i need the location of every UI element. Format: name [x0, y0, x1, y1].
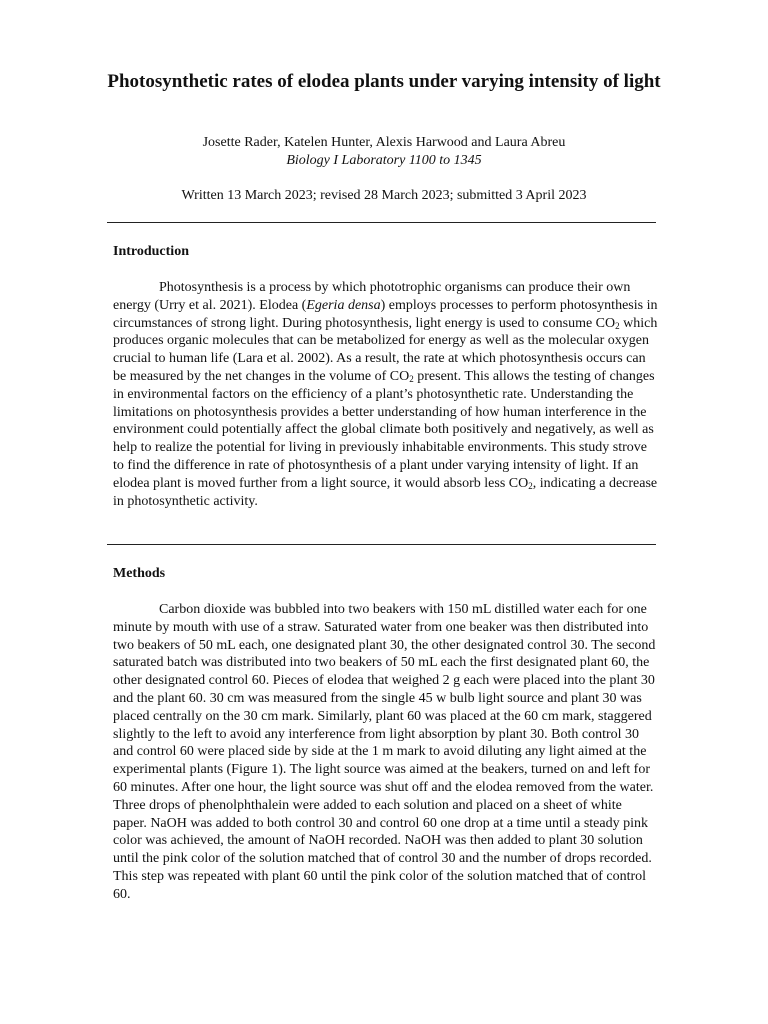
species-name: Egeria densa — [306, 297, 381, 313]
methods-paragraph — [113, 601, 658, 904]
intro-text-4: present. This allows the testing of changes in environmental factors on the efficiency of a plant’s photosynthetic rate. Understanding the limitations on photosynthesis provides a better understanding of how human interference in the environment could potentially affect the global climate both positively and negatively, as well as help to realize the potential for living in previously inhabitable environments. This study strove to find the difference in rate of photosynthesis of a plant under varying intensity of light. If an elodea plant is moved further from a light source, it would absorb less CO — [113, 368, 655, 491]
submission-dates: Written 13 March 2023; revised 28 March 2023; submitted 3 April 2023 — [181, 188, 587, 203]
intro-text-5: , indicating a decrease in photosynthetic activity. — [113, 475, 658, 509]
author-list: Josette Rader, Katelen Hunter, Alexis Harwood and Laura Abreu — [202, 135, 566, 150]
affiliation: Biology I Laboratory 1100 to 1345 — [286, 153, 482, 168]
methods-text: Carbon dioxide was bubbled into two beakers with 150 mL distilled water each for one minute by mouth with use of a straw. Saturated water from one beaker was then distributed into two beakers of 50 mL each, one designated plant 30, the other designated control 30. The second saturated batch was distributed into two beakers of 50 mL each the first designated plant 60, the other designated control 60. Pieces of elodea that weighed 2 g each were placed into the plant 30 and the plant 60. 30 cm was measured from the single 45 w bulb light source and plant 30 was placed centrally on the 30 cm mark. Similarly, plant 60 was placed at the 60 cm mark, staggered slightly to the left to avoid any interference from light absorption by plant 30. Both control 30 and control 60 were placed side by side at the 1 m mark to avoid diluting any light aimed at the experimental plants (Figure 1). The light source was aimed at the beakers, turned on and left for 60 minutes. After one hour, the light source was shut off and the elodea removed from the water. Three drops of phenolphthalein were added to each solution and placed on a sheet of white paper. NaOH was added to both control 30 and control 60 one drop at a time until a steady pink color was achieved, the amount of NaOH recorded. NaOH was then added to plant 30 solution until the pink color of the solution matched that of control 30 and the number of drops recorded. This step was repeated with plant 60 until the pink color of the solution matched that of control 60. — [113, 602, 656, 902]
subscript: 2 — [615, 320, 620, 331]
divider — [107, 222, 656, 223]
introduction-heading: Introduction — [113, 244, 189, 259]
paper-title: Photosynthetic rates of elodea plants under varying intensity of light — [107, 71, 661, 92]
introduction-paragraph — [113, 279, 658, 510]
intro-text-3: which produces organic molecules that can be metabolized for energy as well as the molecular oxygen crucial to human life (Lara et al. 2002). As a result, the rate at which photosynthesis occurs can be measured by the net changes in the volume of CO — [113, 315, 658, 384]
divider — [107, 544, 656, 545]
intro-text-1: Photosynthesis is a process by which phototrophic organisms can produce their own energy (Urry et al. 2021). Elodea ( — [113, 280, 631, 313]
subscript: 2 — [409, 373, 414, 384]
intro-text-2: ) employs processes to perform photosynthesis in circumstances of strong light. During photosynthesis, light energy is used to consume CO — [113, 297, 658, 331]
methods-heading: Methods — [113, 566, 166, 581]
subscript: 2 — [528, 480, 533, 491]
